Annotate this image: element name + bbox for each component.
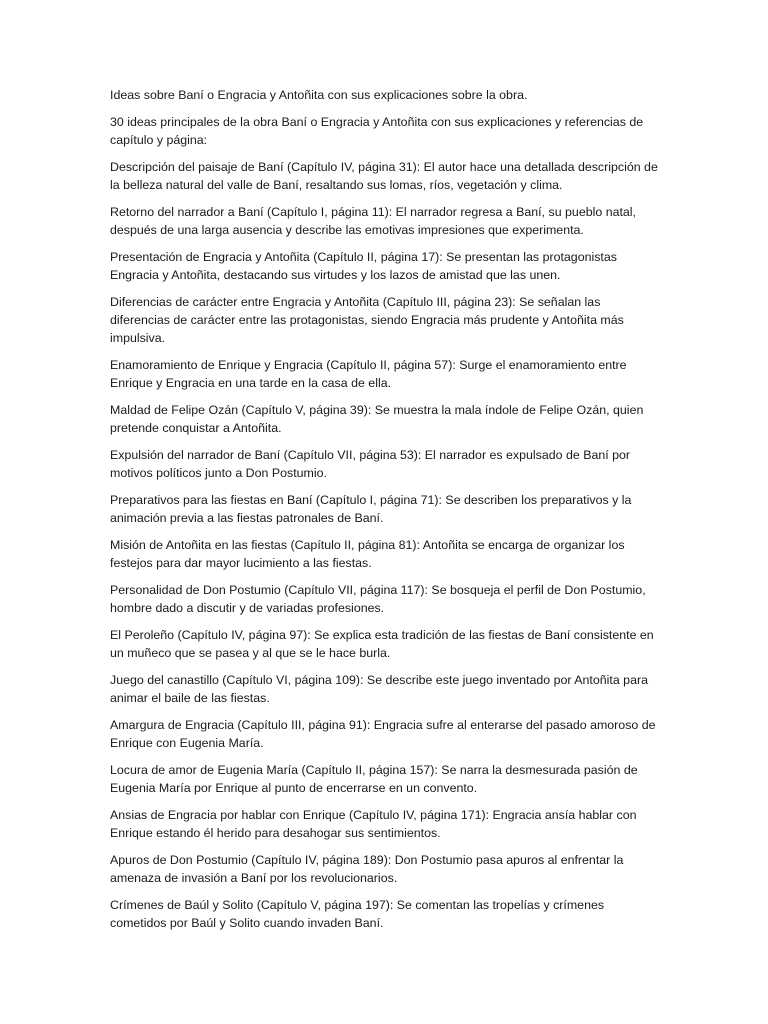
paragraph: Descripción del paisaje de Baní (Capítulo IV, página 31): El autor hace una detallada descripción de la belleza natural del valle de Baní, resaltando sus lomas, ríos, vegetación y clima. <box>110 160 658 192</box>
paragraph: Maldad de Felipe Ozán (Capítulo V, página 39): Se muestra la mala índole de Felipe Ozán, quien pretende conquistar a Antoñita. <box>110 403 644 435</box>
paragraph: Amargura de Engracia (Capítulo III, página 91): Engracia sufre al enterarse del pasado amoroso de Enrique con Eugenia María. <box>110 718 656 750</box>
paragraph: Locura de amor de Eugenia María (Capítulo II, página 157): Se narra la desmesurada pasión de Eugenia María por Enrique al punto de encerrarse en un convento. <box>110 763 638 795</box>
document-page <box>110 86 660 941</box>
paragraph: Apuros de Don Postumio (Capítulo IV, página 189): Don Postumio pasa apuros al enfrentar la amenaza de invasión a Baní por los revolucionarios. <box>110 853 624 885</box>
paragraph: Crímenes de Baúl y Solito (Capítulo V, página 197): Se comentan las tropelías y crímenes cometidos por Baúl y Solito cuando invaden Baní. <box>110 898 605 930</box>
paragraph: El Peroleño (Capítulo IV, página 97): Se explica esta tradición de las fiestas de Baní consistente en un muñeco que se pasea y al que se le hace burla. <box>110 628 654 660</box>
document-intro: 30 ideas principales de la obra Baní o Engracia y Antoñita con sus explicaciones y referencias de capítulo y página: <box>110 115 644 147</box>
paragraph: Expulsión del narrador de Baní (Capítulo VII, página 53): El narrador es expulsado de Baní por motivos políticos junto a Don Postumio. <box>110 448 631 480</box>
paragraph: Personalidad de Don Postumio (Capítulo VII, página 117): Se bosqueja el perfil de Don Postumio, hombre dado a discutir y de variadas profesiones. <box>110 583 646 615</box>
paragraph: Preparativos para las fiestas en Baní (Capítulo I, página 71): Se describen los preparativos y la animación previa a las fiestas patronales de Baní. <box>110 493 632 525</box>
paragraph: Retorno del narrador a Baní (Capítulo I, página 11): El narrador regresa a Baní, su pueblo natal, después de una larga ausencia y describe las emotivas impresiones que experimenta. <box>110 205 637 237</box>
paragraph: Enamoramiento de Enrique y Engracia (Capítulo II, página 57): Surge el enamoramiento entre Enrique y Engracia en una tarde en la casa de ella. <box>110 358 627 390</box>
paragraph: Ansias de Engracia por hablar con Enrique (Capítulo IV, página 171): Engracia ansía hablar con Enrique estando él herido para desahogar sus sentimientos. <box>110 808 637 840</box>
paragraph: Diferencias de carácter entre Engracia y Antoñita (Capítulo III, página 23): Se señalan las diferencias de carácter entre las protagonistas, siendo Engracia más prudente y Antoñita más impulsiva. <box>110 295 624 345</box>
document-title: Ideas sobre Baní o Engracia y Antoñita con sus explicaciones sobre la obra. <box>110 88 528 102</box>
paragraph: Misión de Antoñita en las fiestas (Capítulo II, página 81): Antoñita se encarga de organizar los festejos para dar mayor lucimiento a las fiestas. <box>110 538 625 570</box>
paragraph: Presentación de Engracia y Antoñita (Capítulo II, página 17): Se presentan las protagonistas Engracia y Antoñita, destacando sus virtudes y los lazos de amistad que las unen. <box>110 250 617 282</box>
paragraph: Juego del canastillo (Capítulo VI, página 109): Se describe este juego inventado por Antoñita para animar el baile de las fiestas. <box>110 673 648 705</box>
